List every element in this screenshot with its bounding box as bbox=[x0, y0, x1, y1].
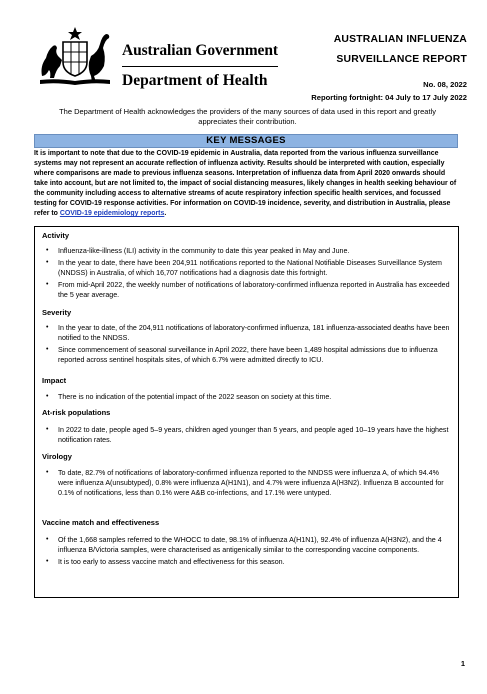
list-item: • Of the 1,668 samples referred to the WHOCC to date, 98.1% of influenza A(H1N1), 92.4% of influenza A(H3N2), and the 4 influenza B/Victoria samples, were characterised as antigenically similar to the corresponding vaccine components. bbox=[46, 536, 442, 554]
list-item: • In the year to date, of the 204,911 notifications of laboratory-confirmed influenza, 181 influenza-associated deaths have been notified to the NNDSS. bbox=[46, 324, 450, 342]
key-messages-heading: KEY MESSAGES bbox=[34, 134, 458, 148]
list-item: • There is no indication of the potential impact of the 2022 season on society at this time. bbox=[46, 393, 332, 401]
section-title-impact: Impact bbox=[42, 376, 67, 385]
bullet-icon: • bbox=[46, 469, 49, 476]
section-title-at-risk: At-risk populations bbox=[42, 408, 111, 417]
report-title bbox=[334, 30, 467, 70]
vaccine-list bbox=[44, 535, 454, 569]
bullet-icon: • bbox=[46, 393, 49, 400]
intro-text: It is important to note that due to the COVID-19 epidemic in Australia, data reported from the various influenza surveillance systems may not represent an accurate reflection of influenza activity. Results should be interpreted with caution, especially where comparisons are made to previous influenza seasons. Interpretation of influenza data from April 2020 onwards should take into account, but are not limited to, the impact of social distancing measures, likely changes in health seeking behaviour of the community including access to alternative streams of acute respiratory infection specific health services, and focussed testing for COVID-19 response activities. For information on COVID-19 incidence, severity, and distribution in Australia, please refer to bbox=[34, 150, 457, 217]
bullet-icon: • bbox=[46, 259, 49, 266]
bullet-icon: • bbox=[46, 346, 49, 353]
section-title-virology: Virology bbox=[42, 452, 72, 461]
bullet-icon: • bbox=[46, 426, 49, 433]
at-risk-list bbox=[44, 425, 454, 447]
impact-list bbox=[44, 392, 454, 404]
report-title-line-1: AUSTRALIAN INFLUENZA bbox=[333, 34, 467, 45]
activity-list bbox=[44, 246, 454, 302]
bullet-icon: • bbox=[46, 324, 49, 331]
covid-epidemiology-link[interactable]: COVID-19 epidemiology reports bbox=[59, 210, 165, 217]
list-item: • To date, 82.7% of notifications of laboratory-confirmed influenza reported to the NNDSS were influenza A, of which 94.4% were influenza A(unsubtyped), 0.8% were influenza A(H1N1), and 4.7% were influenza A(H3N2). Influenza B accounted for 0.1% of notifications, less than 0.1% were A&B co-infections, and 17.1% were untyped. bbox=[46, 469, 444, 497]
intro-end: . bbox=[164, 210, 167, 217]
logo-divider bbox=[122, 66, 278, 67]
coat-of-arms-icon bbox=[36, 26, 114, 88]
section-title-activity: Activity bbox=[42, 231, 70, 240]
acknowledgement-text: The Department of Health acknowledges the providers of the many sources of data used in this report and greatly appreciates their contribution. bbox=[59, 107, 436, 126]
severity-list bbox=[44, 323, 454, 367]
list-item: • It is too early to assess vaccine match and effectiveness for this season. bbox=[46, 558, 285, 566]
list-item: • In the year to date, there have been 204,911 notifications reported to the National Notifiable Diseases Surveillance System (NNDSS) in Australia, of which 16,707 notifications had a diagnosis date this fortnight. bbox=[46, 259, 442, 277]
bullet-icon: • bbox=[46, 536, 49, 543]
section-title-severity: Severity bbox=[42, 308, 72, 317]
report-title-line-2: SURVEILLANCE REPORT bbox=[336, 54, 467, 65]
report-number: No. 08, 2022 bbox=[423, 80, 467, 89]
bullet-icon: • bbox=[46, 281, 49, 288]
section-title-vaccine: Vaccine match and effectiveness bbox=[42, 518, 160, 527]
government-name: Australian Government bbox=[122, 42, 278, 59]
list-item: • Influenza-like-illness (ILI) activity in the community to date this year peaked in May and June. bbox=[46, 247, 350, 255]
key-messages-intro bbox=[34, 149, 460, 219]
list-item: • From mid-April 2022, the weekly number of notifications of laboratory-confirmed influenza reported in Australia has exceeded the 5 year average. bbox=[46, 281, 450, 299]
bullet-icon: • bbox=[46, 247, 49, 254]
department-name: Department of Health bbox=[122, 72, 268, 89]
page-number: 1 bbox=[460, 659, 465, 668]
list-item: • Since commencement of seasonal surveillance in April 2022, there have been 1,489 hospital admissions due to influenza reported across sentinel hospitals sites, of which 6.7% were admitted directly to ICU. bbox=[46, 346, 438, 364]
bullet-icon: • bbox=[46, 558, 49, 565]
list-item: • In 2022 to date, people aged 5–9 years, children aged younger than 5 years, and people aged 10–19 years have the highest notification rates. bbox=[46, 426, 449, 444]
virology-list bbox=[44, 468, 454, 500]
reporting-fortnight: Reporting fortnight: 04 July to 17 July 2022 bbox=[311, 93, 467, 102]
government-logo bbox=[36, 26, 286, 96]
